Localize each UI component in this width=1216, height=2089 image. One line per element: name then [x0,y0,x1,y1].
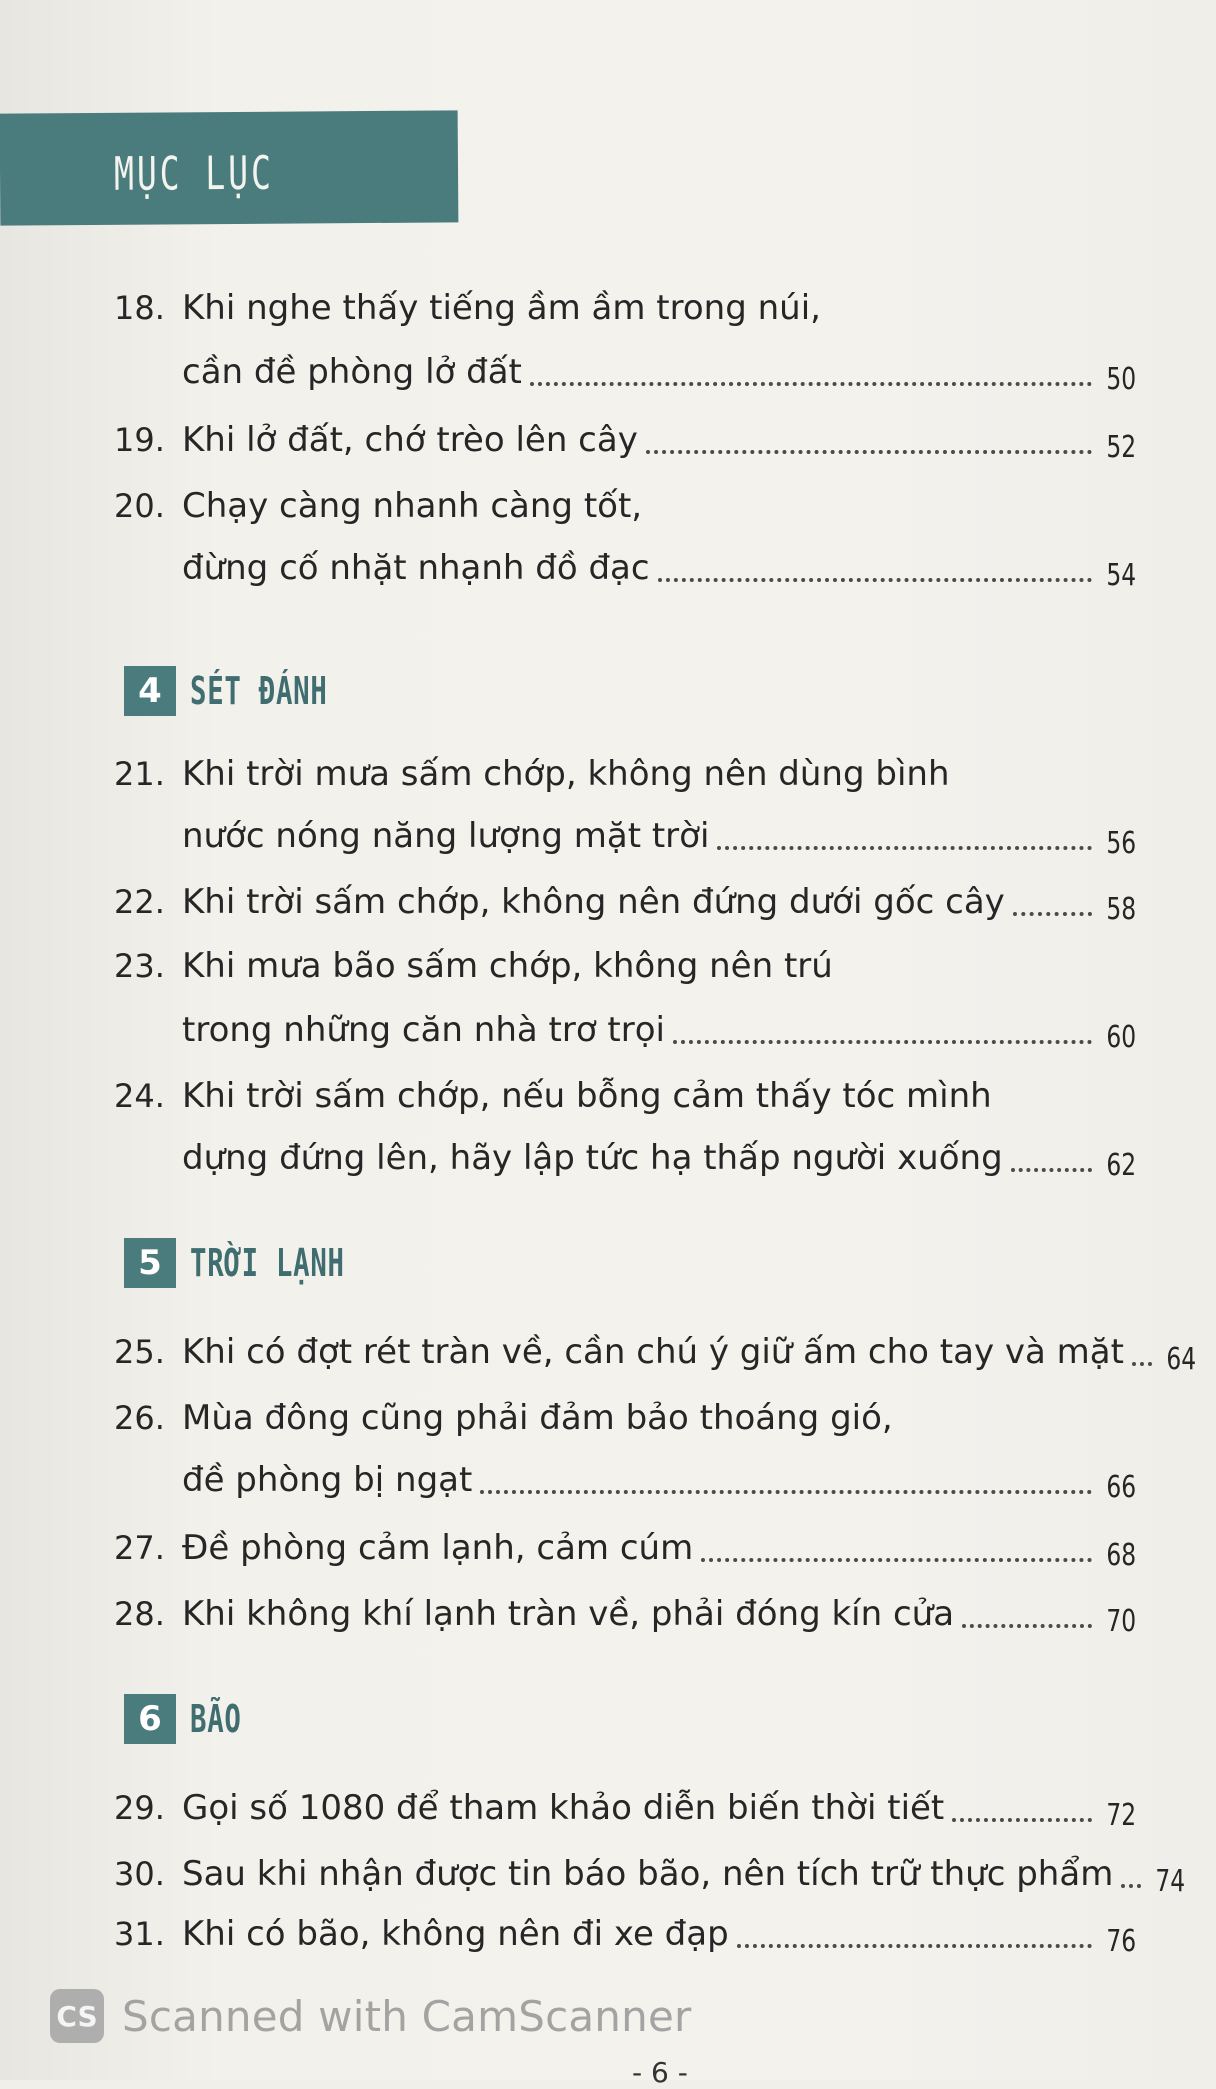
entry-line [182,1074,1136,1118]
entry-page-number: 68 [1106,1538,1136,1573]
entry-number: 25. [114,1333,165,1371]
entry-line [182,1008,1136,1055]
entry-line [182,1458,1136,1505]
entry-text: Khi có bão, không nên đi xe đạp [182,1914,729,1954]
entry-line [182,350,1136,397]
entry-number: 31. [114,1915,165,1953]
entry-page-number: 66 [1106,1470,1136,1505]
dot-leader [1011,1168,1092,1172]
section-title: SÉT ĐÁNH [190,669,328,713]
entry-text: Khi trời mưa sấm chớp, không nên dùng bình [182,754,950,794]
entry-page-number: 62 [1106,1148,1136,1183]
entry-line [182,880,1136,927]
entry-text: trong những căn nhà trơ trọi [182,1010,665,1050]
entry-number: 28. [114,1595,165,1633]
entry-line [182,1396,1136,1440]
entry-number: 22. [114,883,165,921]
entry-text: đề phòng bị ngạt [182,1460,473,1500]
entry-line [182,286,1136,330]
section-number-badge: 5 [124,1238,176,1288]
entry-text: Chạy càng nhanh càng tốt, [182,486,643,526]
entry-page-number: 76 [1106,1924,1136,1959]
dot-leader [1013,912,1092,916]
entry-page-number: 64 [1166,1342,1197,1377]
entry-number: 23. [114,947,165,985]
entry-page-number: 50 [1106,362,1136,397]
dot-leader [952,1818,1092,1822]
entry-number: 19. [114,421,165,459]
entry-text: Mùa đông cũng phải đảm bảo thoáng gió, [182,1398,893,1438]
dot-leader [673,1040,1092,1044]
entry-text: Khi không khí lạnh tràn về, phải đóng kín cửa [182,1594,955,1634]
section-heading [124,1694,262,1744]
section-heading [124,666,381,716]
dot-leader [717,846,1091,850]
entry-line [182,484,1136,528]
dot-leader [737,1944,1092,1948]
entry-text: Khi có đợt rét tràn về, cần chú ý giữ ấm cho tay và mặt [182,1332,1124,1372]
dot-leader [646,450,1092,454]
entry-text: Khi trời sấm chớp, không nên đứng dưới gốc cây [182,882,1005,922]
entry-text: Khi lở đất, chớ trèo lên cây [182,420,638,460]
section-number-badge: 6 [124,1694,176,1744]
entry-line [182,1592,1136,1639]
entry-line [182,1912,1136,1959]
section-title: TRỜI LẠNH [190,1241,345,1285]
camscanner-watermark [50,1988,691,2044]
entry-text: dựng đứng lên, hãy lập tức hạ thấp người xuống [182,1138,1003,1178]
section-title: BÃO [190,1697,242,1741]
entry-text: Khi nghe thấy tiếng ầm ầm trong núi, [182,288,821,328]
entry-text: Khi mưa bão sấm chớp, không nên trú [182,946,833,986]
entry-line [182,418,1136,465]
entry-page-number: 54 [1106,558,1136,593]
entry-page-number: 74 [1155,1864,1186,1899]
entry-number: 27. [114,1529,165,1567]
watermark-text: Scanned with CamScanner [122,1991,692,2041]
entry-text: Gọi số 1080 để tham khảo diễn biến thời tiết [182,1788,945,1828]
dot-leader [962,1624,1092,1628]
entry-line [182,814,1136,861]
entry-number: 18. [114,289,165,327]
entry-text: nước nóng năng lượng mặt trời [182,816,710,856]
entry-text: Khi trời sấm chớp, nếu bỗng cảm thấy tóc mình [182,1076,992,1116]
entry-number: 24. [114,1077,165,1115]
entry-line [182,944,1136,988]
dot-leader [530,382,1092,386]
camscanner-logo-icon: CS [50,1989,104,2043]
entry-number: 30. [114,1855,165,1893]
dot-leader [1121,1884,1141,1888]
entry-text: cần đề phòng lở đất [182,352,522,392]
entry-line [182,1786,1136,1833]
entry-text: Đề phòng cảm lạnh, cảm cúm [182,1528,694,1568]
toc-title: MỤC LỤC [113,145,274,201]
dot-leader [701,1558,1092,1562]
dot-leader [1132,1362,1152,1366]
entry-page-number: 56 [1106,826,1136,861]
entry-page-number: 72 [1106,1798,1136,1833]
entry-line [182,1526,1136,1573]
entry-text: đừng cố nhặt nhạnh đồ đạc [182,548,650,588]
section-number-badge: 4 [124,666,176,716]
entry-text: Sau khi nhận được tin báo bão, nên tích trữ thực phẩm [182,1854,1114,1894]
entry-page-number: 70 [1106,1604,1136,1639]
entry-page-number: 52 [1106,430,1136,465]
toc-header-band [0,110,458,225]
dot-leader [658,578,1092,582]
entry-line [182,1330,1197,1377]
entry-line [182,546,1136,593]
entry-number: 21. [114,755,165,793]
entry-line [182,1136,1136,1183]
entry-page-number: 60 [1106,1020,1136,1055]
dot-leader [480,1490,1092,1494]
page-footer-number: - 6 - [632,2056,688,2089]
entry-line [182,752,1136,796]
entry-number: 20. [114,487,165,525]
entry-page-number: 58 [1106,892,1136,927]
entry-number: 26. [114,1399,165,1437]
entry-line [182,1852,1186,1899]
section-heading [124,1238,405,1288]
entry-number: 29. [114,1789,165,1827]
